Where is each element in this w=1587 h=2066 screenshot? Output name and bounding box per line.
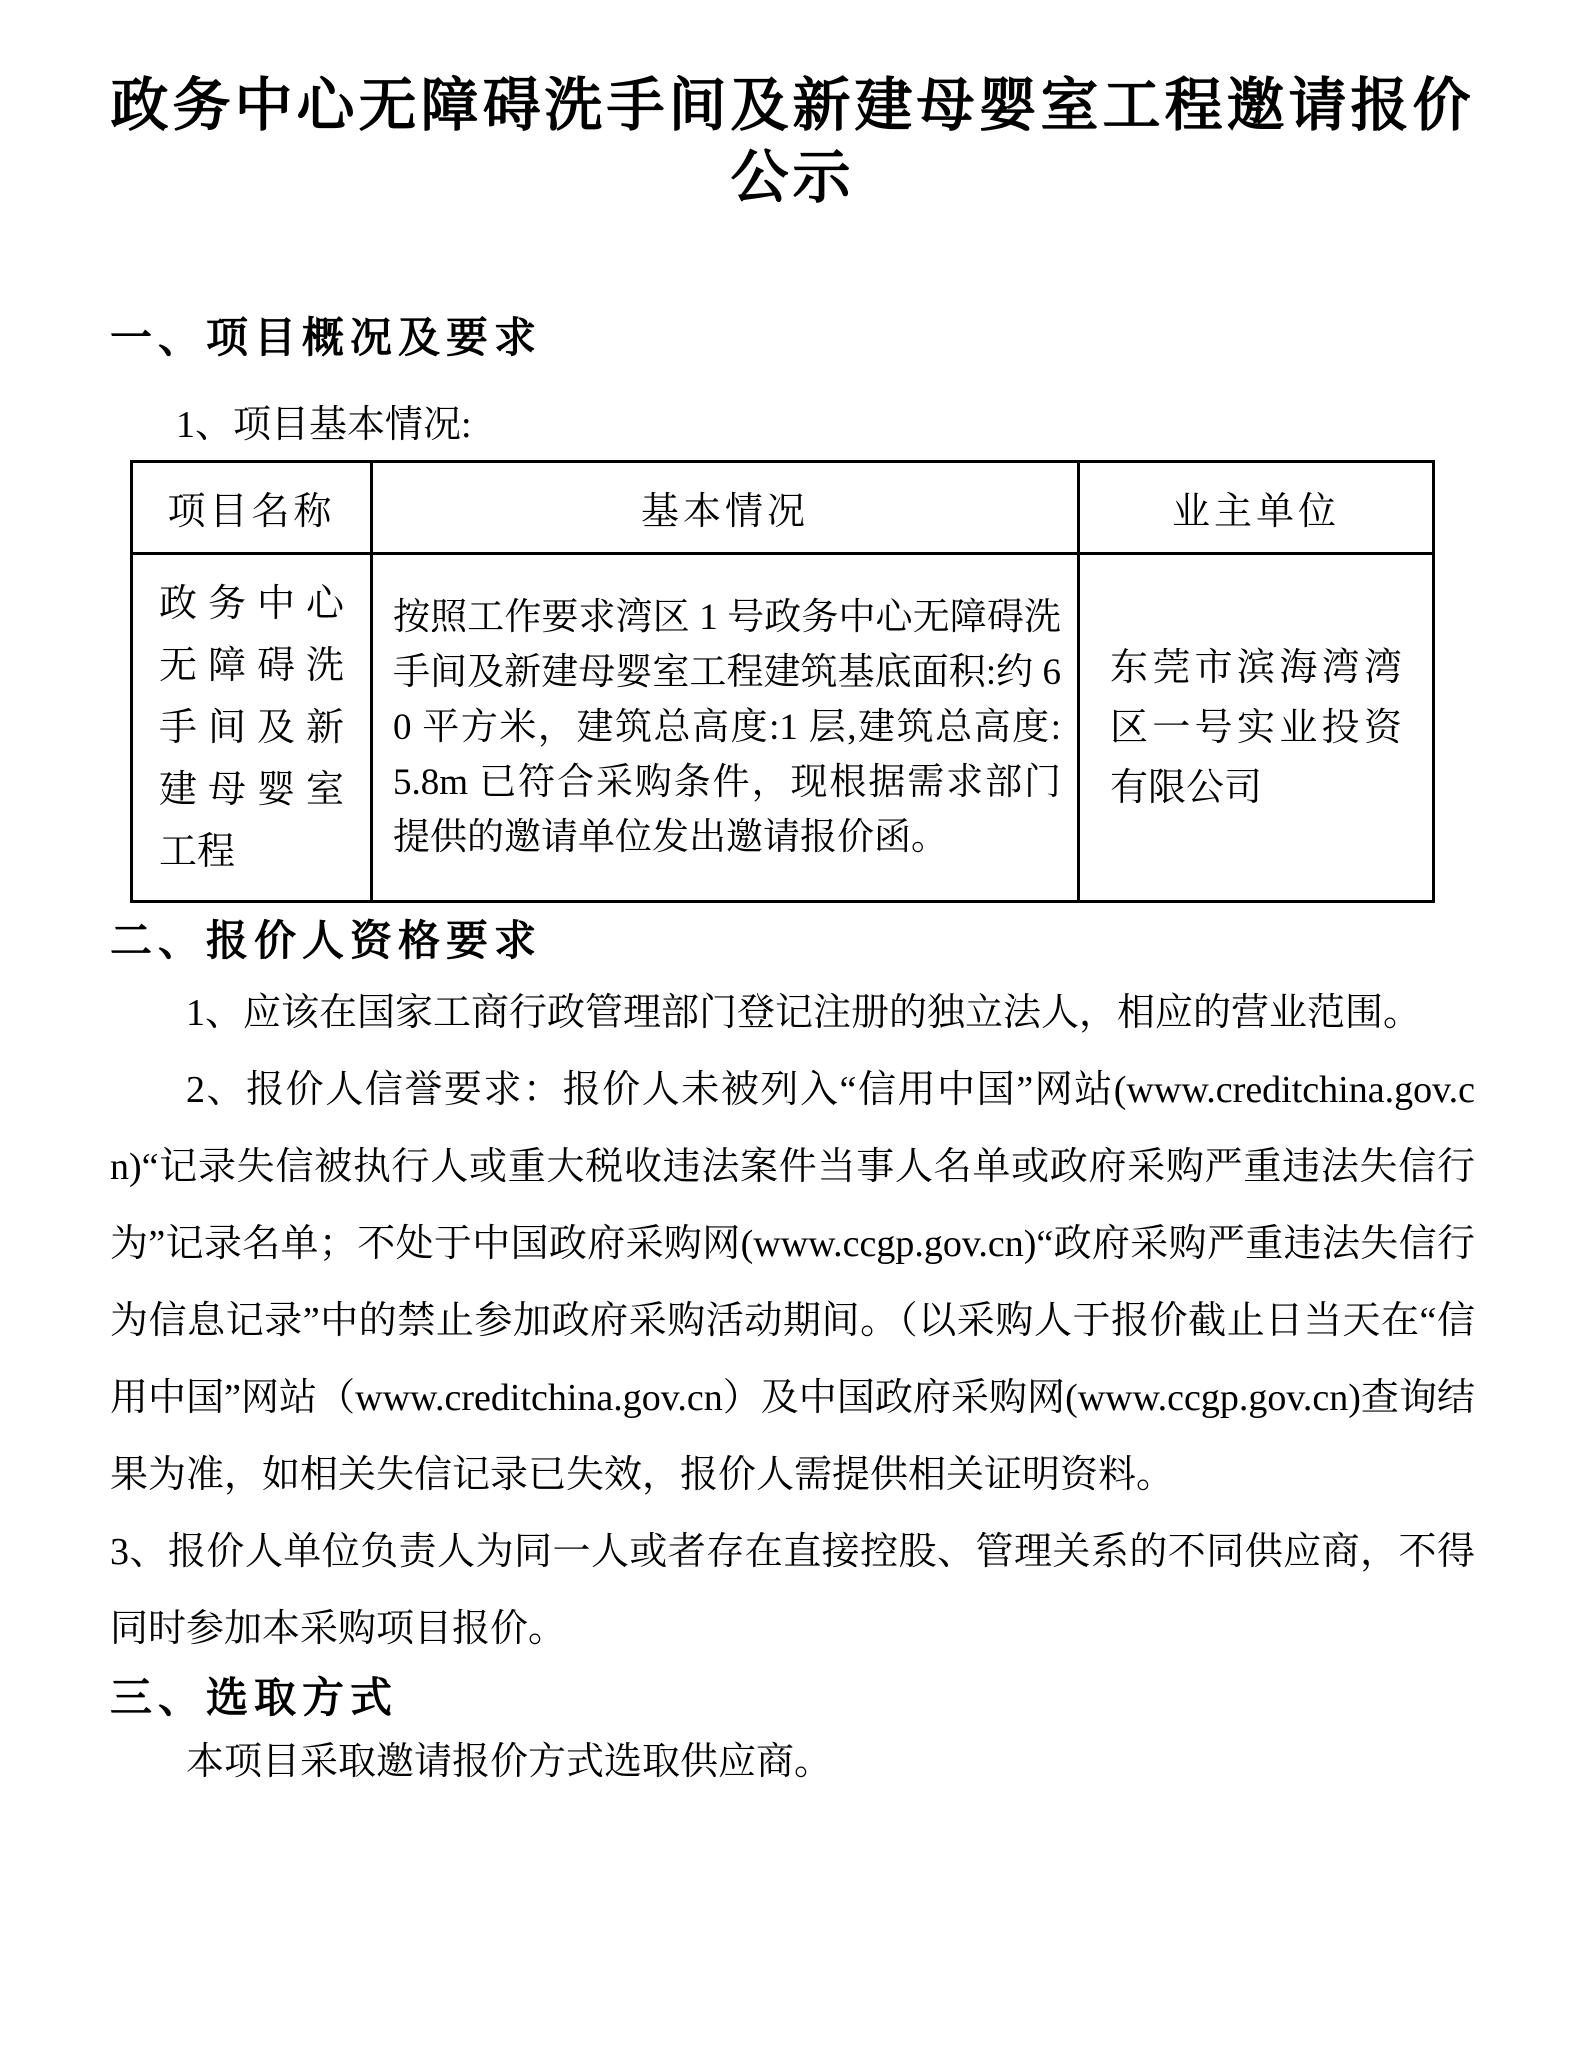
section-1-item-1-label: 1、项目基本情况: — [176, 404, 472, 446]
section-2-paragraph-1: 1、应该在国家工商行政管理部门登记注册的独立法人，相应的营业范围。 — [186, 992, 1422, 1034]
table-header-owner-unit: 业主单位 — [1079, 462, 1434, 554]
section-3-paragraph-1: 本项目采取邀请报价方式选取供应商。 — [186, 1741, 833, 1783]
table-cell-project-name: 政务中心无障碍洗手间及新建母婴室工程 — [132, 554, 372, 902]
page-title: 政务中心无障碍洗手间及新建母婴室工程邀请报价公示 — [110, 73, 1475, 210]
table-header-row — [132, 462, 1434, 554]
table-row — [132, 554, 1434, 902]
section-2-paragraph-2: 2、报价人信誉要求：报价人未被列入“信用中国”网站(www.creditchina.gov.cn)“记录失信被执行人或重大税收违法案件当事人名单或政府采购严重违法失信行为”记录名单；不处于中国政府采购网(www.ccgp.gov.cn)“政府采购严重违法失信行为信息记录”中的禁止参加政府采购活动期间。（以采购人于报价截止日当天在“信用中国”网站（www.creditchina.gov.cn）及中国政府采购网(www.ccgp.gov.cn)查询结果为准，如相关失信记录已失效，报价人需提供相关证明资料。 — [110, 1069, 1475, 1496]
table-cell-basic-info: 按照工作要求湾区 1 号政务中心无障碍洗手间及新建母婴室工程建筑基底面积:约 60 平方米，建筑总高度:1 层,建筑总高度:5.8m 已符合采购条件，现根据需求部门提供的邀请单位发出邀请报价函。 — [372, 554, 1079, 902]
table-cell-owner-unit: 东莞市滨海湾湾区一号实业投资有限公司 — [1079, 554, 1434, 902]
section-2-paragraph-3: 3、报价人单位负责人为同一人或者存在直接控股、管理关系的不同供应商，不得同时参加本采购项目报价。 — [110, 1531, 1475, 1650]
section-1-heading: 一、项目概况及要求 — [110, 316, 543, 362]
table-header-basic-info: 基本情况 — [372, 462, 1079, 554]
section-3-heading: 三、选取方式 — [110, 1676, 399, 1722]
project-basic-info-table — [130, 460, 1435, 903]
table-header-project-name: 项目名称 — [132, 462, 372, 554]
section-2-heading: 二、报价人资格要求 — [110, 919, 543, 965]
